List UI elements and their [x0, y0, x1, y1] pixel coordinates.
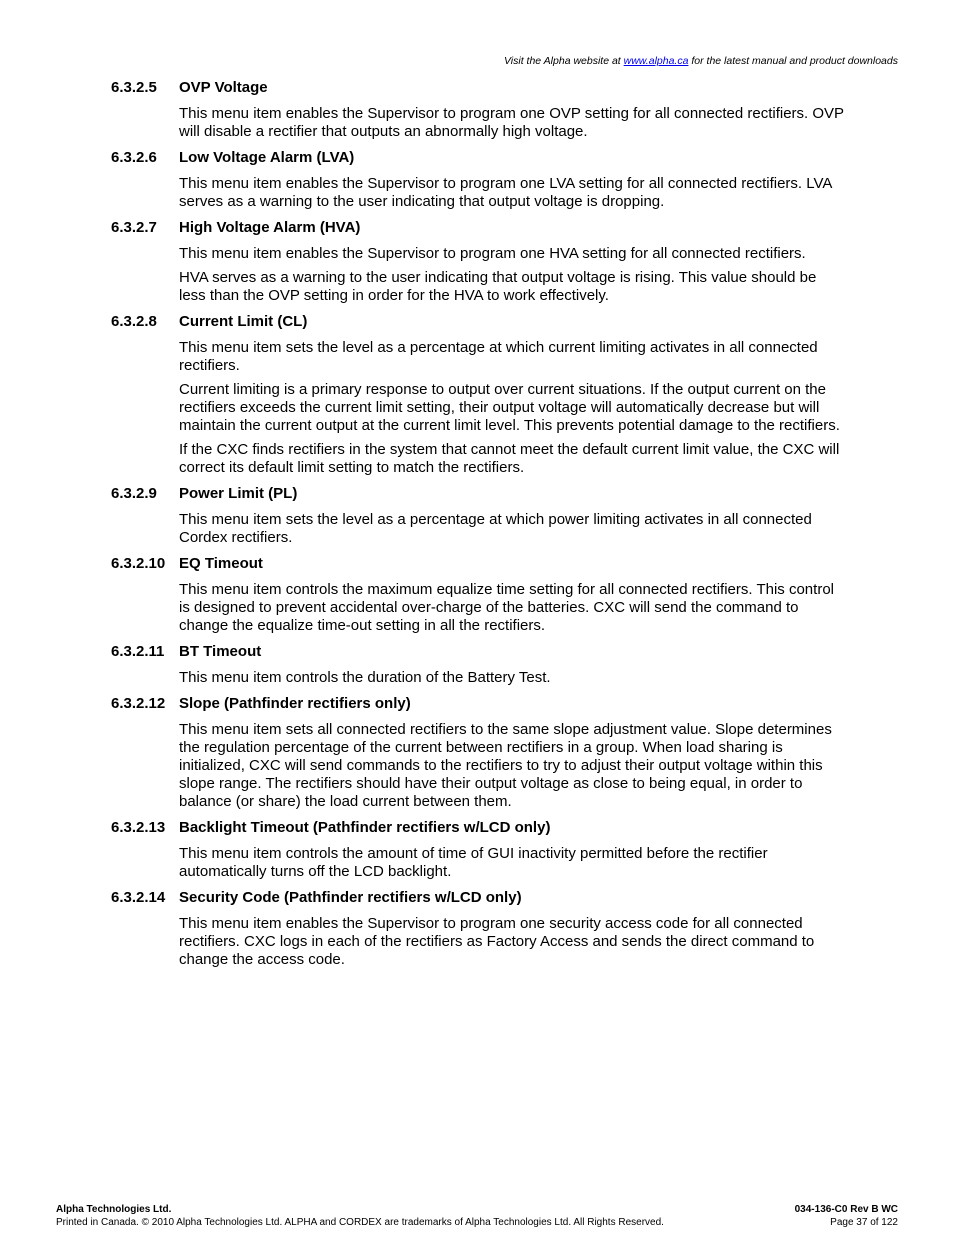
paragraph: HVA serves as a warning to the user indicating that output voltage is rising. This value should be less than the OVP setting in order for the HVA to work effectively.	[179, 269, 817, 304]
page-header	[0, 55, 898, 67]
document-body	[111, 79, 846, 977]
header-prefix: Visit the Alpha website at	[503, 55, 624, 67]
paragraph: This menu item controls the amount of time of GUI inactivity permitted before the rectifier automatically turns off the LCD backlight.	[179, 845, 768, 880]
section-heading	[111, 219, 846, 236]
section-number: 6.3.2.9	[111, 485, 157, 502]
section-number: 6.3.2.6	[111, 149, 157, 166]
section-number: 6.3.2.13	[111, 819, 166, 836]
section	[111, 695, 846, 811]
paragraph: This menu item enables the Supervisor to program one OVP setting for all connected rectifiers. OVP will disable a rectifier that outputs an abnormally high voltage.	[179, 105, 844, 140]
section-number: 6.3.2.10	[111, 555, 166, 572]
section-title: OVP Voltage	[179, 79, 268, 96]
section-heading	[111, 555, 846, 572]
page-footer-left	[56, 1203, 664, 1229]
section-title: Backlight Timeout (Pathfinder rectifiers w/LCD only)	[179, 819, 551, 836]
section	[111, 219, 846, 305]
footer-doc-number: 034-136-C0 Rev B WC	[794, 1204, 898, 1215]
section-heading	[111, 819, 846, 836]
paragraph: This menu item controls the duration of the Battery Test.	[179, 669, 551, 686]
section-number: 6.3.2.8	[111, 313, 157, 330]
section-heading	[111, 149, 846, 166]
footer-copyright: Printed in Canada. © 2010 Alpha Technologies Ltd. ALPHA and CORDEX are trademarks of Alpha Technologies Ltd. All Rights Reserved.	[56, 1217, 664, 1228]
paragraph: This menu item controls the maximum equalize time setting for all connected rectifiers. This control is designed to prevent accidental over-charge of the batteries. CXC will send the command to change the equalize time-out setting in all the rectifiers.	[179, 581, 834, 634]
header-suffix: for the latest manual and product downloads	[688, 55, 898, 67]
section-title: BT Timeout	[179, 643, 262, 660]
section-number: 6.3.2.11	[111, 643, 165, 660]
paragraph: This menu item enables the Supervisor to program one LVA setting for all connected rectifiers. LVA serves as a warning to the user indicating that output voltage is dropping.	[179, 175, 832, 210]
section	[111, 313, 846, 477]
section	[111, 819, 846, 881]
section-heading	[111, 889, 846, 906]
section-heading	[111, 643, 846, 660]
footer-page-number: Page 37 of 122	[830, 1217, 898, 1228]
section-heading	[111, 79, 846, 96]
section	[111, 149, 846, 211]
section-number: 6.3.2.14	[111, 889, 166, 906]
section-title: Slope (Pathfinder rectifiers only)	[179, 695, 411, 712]
section-title: EQ Timeout	[179, 555, 263, 572]
paragraph: This menu item sets the level as a percentage at which power limiting activates in all connected Cordex rectifiers.	[179, 511, 812, 546]
section-title: Security Code (Pathfinder rectifiers w/LCD only)	[179, 889, 522, 906]
section	[111, 79, 846, 141]
paragraph: This menu item sets the level as a percentage at which current limiting activates in all connected rectifiers.	[179, 339, 818, 374]
paragraph: This menu item sets all connected rectifiers to the same slope adjustment value. Slope determines the regulation percentage of the current between rectifiers in a group. When load sharing is initialized, CXC will send commands to the rectifiers to try to adjust their output voltage within this slope range. The rectifiers should have their output voltage as close to being equal, in order to balance (or share) the load current between them.	[179, 721, 832, 810]
section-title: Low Voltage Alarm (LVA)	[179, 149, 355, 166]
paragraph: If the CXC finds rectifiers in the system that cannot meet the default current limit value, the CXC will correct its default limit setting to match the rectifiers.	[179, 441, 840, 476]
section-title: High Voltage Alarm (HVA)	[179, 219, 361, 236]
section-number: 6.3.2.7	[111, 219, 157, 236]
website-link[interactable]: www.alpha.ca	[623, 55, 689, 67]
footer-company: Alpha Technologies Ltd.	[56, 1204, 172, 1215]
section	[111, 485, 846, 547]
section	[111, 889, 846, 969]
section-title: Current Limit (CL)	[179, 313, 308, 330]
paragraph: This menu item enables the Supervisor to program one security access code for all connected rectifiers. CXC logs in each of the rectifiers as Factory Access and sends the direct command to change the access code.	[179, 915, 815, 968]
section-number: 6.3.2.12	[111, 695, 166, 712]
paragraph: This menu item enables the Supervisor to program one HVA setting for all connected rectifiers.	[179, 245, 806, 262]
section-number: 6.3.2.5	[111, 79, 157, 96]
section-heading	[111, 485, 846, 502]
section	[111, 555, 846, 635]
paragraph: Current limiting is a primary response to output over current situations. If the output current on the rectifiers exceeds the current limit setting, their output voltage will automatically decrease but will maintain the current output at the current limit level. This prevents potential damage to the rectifiers.	[179, 381, 840, 434]
section-heading	[111, 313, 846, 330]
page-footer-right	[795, 1203, 898, 1229]
section	[111, 643, 846, 687]
section-heading	[111, 695, 846, 712]
section-title: Power Limit (PL)	[179, 485, 298, 502]
